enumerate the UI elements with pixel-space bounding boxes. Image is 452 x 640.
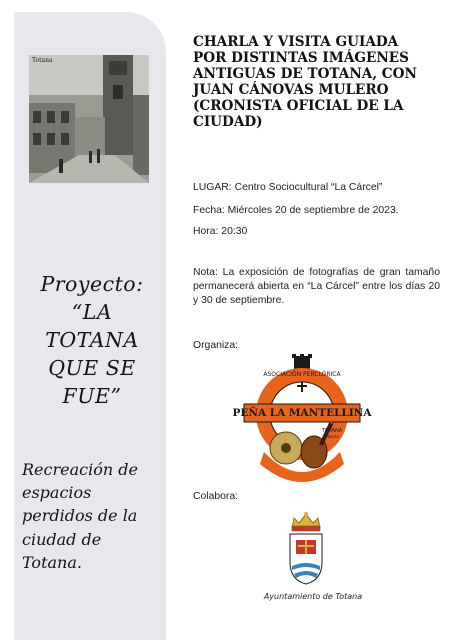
totana-coat-of-arms (286, 510, 326, 586)
photo-caption: Totana (32, 57, 53, 64)
organiza-label: Organiza: (193, 340, 239, 351)
logo-region-text: Murcia (325, 434, 339, 439)
project-title (20, 270, 164, 410)
event-lugar: LUGAR: Centro Sociocultural “La Cárcel” (193, 182, 383, 193)
project-line: FUE” (62, 384, 122, 409)
ayuntamiento-name: Ayuntamiento de Totana (263, 592, 363, 601)
logo-place-text: TOTANA (321, 428, 343, 434)
project-line: QUE SE (48, 356, 136, 381)
pena-la-mantellina-logo (232, 352, 372, 486)
historic-photo (29, 55, 149, 183)
project-line: Proyecto: (40, 272, 144, 296)
logo-name-text: PEÑA LA MANTELLINA (232, 407, 372, 419)
recreation-text: Recreación de espacios perdidos de la ciudad de Totana. (22, 460, 138, 572)
project-line: “LA (71, 300, 113, 325)
event-note: Nota: La exposición de fotografías de gran tamaño permanecerá abierta en “La Cárcel” entre los días 20 y 30 de septiembre. (193, 267, 440, 306)
project-line: TOTANA (45, 328, 139, 353)
event-fecha: Fecha: Miércoles 20 de septiembre de 2023. (193, 205, 399, 216)
colabora-label: Colabora: (193, 491, 239, 502)
event-title: CHARLA Y VISITA GUIADA POR DISTINTAS IMÁGENES ANTIGUAS DE TOTANA, CON JUAN CÁNOVAS MULERO (CRONISTA OFICIAL DE LA CIUDAD) (193, 34, 417, 131)
event-hora: Hora: 20:30 (193, 226, 248, 237)
logo-top-text: ASOCIACIÓN PERCLÓRICA (263, 371, 341, 378)
